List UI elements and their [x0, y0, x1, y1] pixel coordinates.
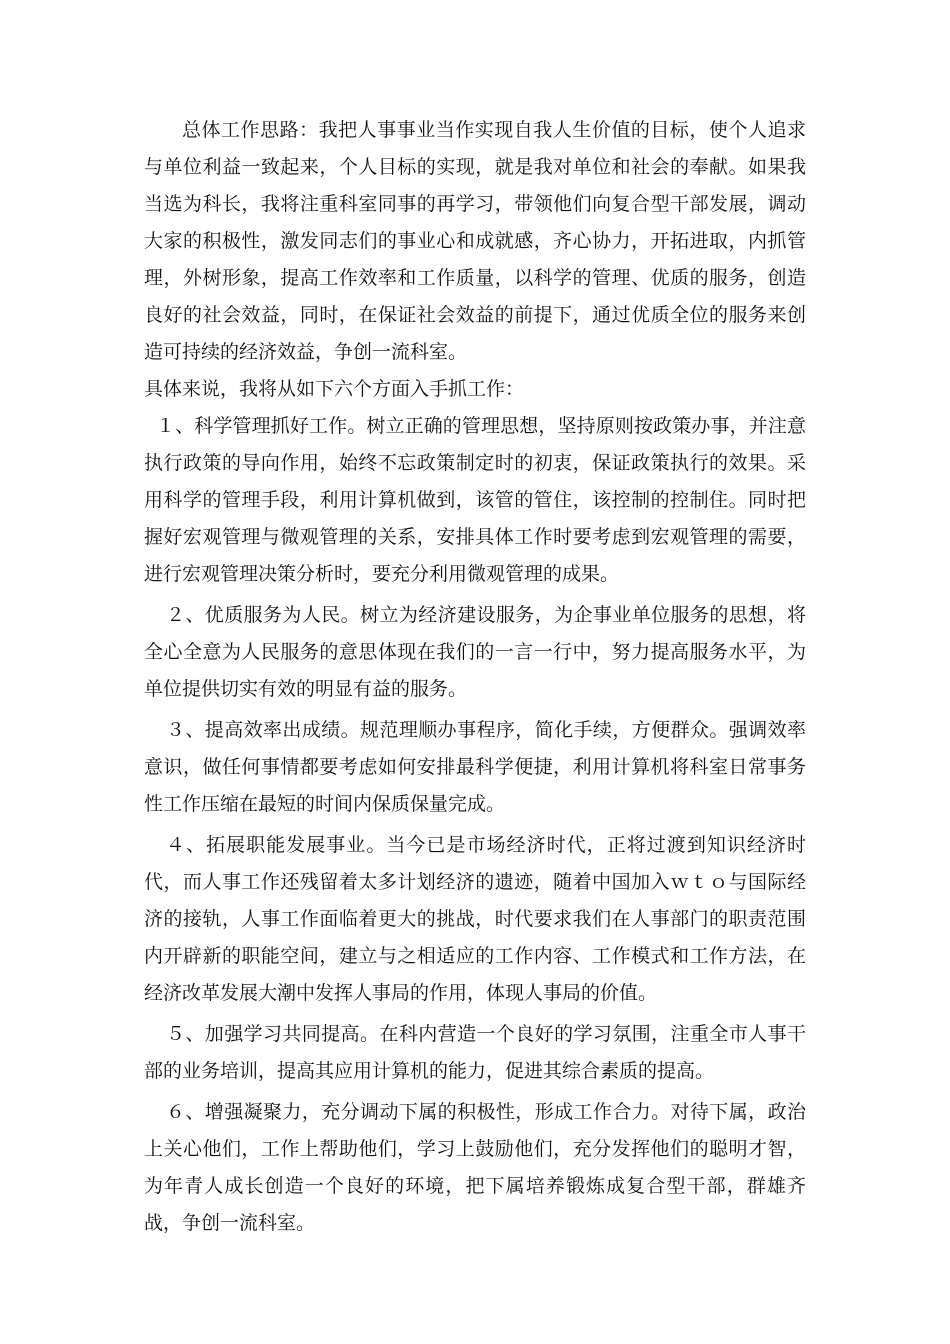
paragraph-item-1: １、科学管理抓好工作。树立正确的管理思想，坚持原则按政策办事，并注意执行政策的导向作用，始终不忘政策制定时的初衷，保证政策执行的效果。采用科学的管理手段，利用计算机做到，该管的管住，该控制的控制住。同时把握好宏观管理与微观管理的关系，安排具体工作时要考虑到宏观管理的需要，进行宏观管理决策分析时，要充分利用微观管理的成果。: [144, 415, 806, 585]
paragraph-item-5: ５、加强学习共同提高。在科内营造一个良好的学习氛围，注重全市人事干部的业务培训，提高其应用计算机的能力，促进其综合素质的提高。: [144, 1023, 806, 1082]
paragraph-item-2: ２、优质服务为人民。树立为经济建设服务，为企事业单位服务的思想，将全心全意为人民服务的意思体现在我们的一言一行中，努力提高服务水平，为单位提供切实有效的明显有益的服务。: [144, 604, 806, 700]
paragraph-item-3: ３、提高效率出成绩。规范理顺办事程序，简化手续，方便群众。强调效率意识，做任何事情都要考虑如何安排最科学便捷，利用计算机将科室日常事务性工作压缩在最短的时间内保质保量完成。: [144, 719, 806, 815]
paragraph-overall-approach: 总体工作思路：我把人事事业当作实现自我人生价值的目标，使个人追求与单位利益一致起来，个人目标的实现，就是我对单位和社会的奉献。如果我当选为科长，我将注重科室同事的再学习，带领他们向复合型干部发展，调动大家的积极性，激发同志们的事业心和成就感，齐心协力，开拓进取，内抓管理，外树形象，提高工作效率和工作质量，以科学的管理、优质的服务，创造良好的社会效益，同时，在保证社会效益的前提下，通过优质全位的服务来创造可持续的经济效益，争创一流科室。: [144, 119, 806, 363]
document-body: [144, 112, 806, 1242]
paragraph-item-6: ６、增强凝聚力，充分调动下属的积极性，形成工作合力。对待下属，政治上关心他们，工作上帮助他们，学习上鼓励他们，充分发挥他们的聪明才智，为年青人成长创造一个良好的环境，把下属培养锻炼成复合型干部，群雄齐战，争创一流科室。: [144, 1101, 806, 1234]
paragraph-item-4: ４、拓展职能发展事业。当今已是市场经济时代，正将过渡到知识经济时代，而人事工作还残留着太多计划经济的遗迹，随着中国加入ｗｔｏ与国际经济的接轨，人事工作面临着更大的挑战，时代要求我们在人事部门的职责范围内开辟新的职能空间，建立与之相适应的工作内容、工作模式和工作方法，在经济改革发展大潮中发挥人事局的作用，体现人事局的价值。: [144, 834, 806, 1004]
paragraph-six-aspects-intro: 具体来说，我将从如下六个方面入手抓工作：: [144, 378, 525, 400]
